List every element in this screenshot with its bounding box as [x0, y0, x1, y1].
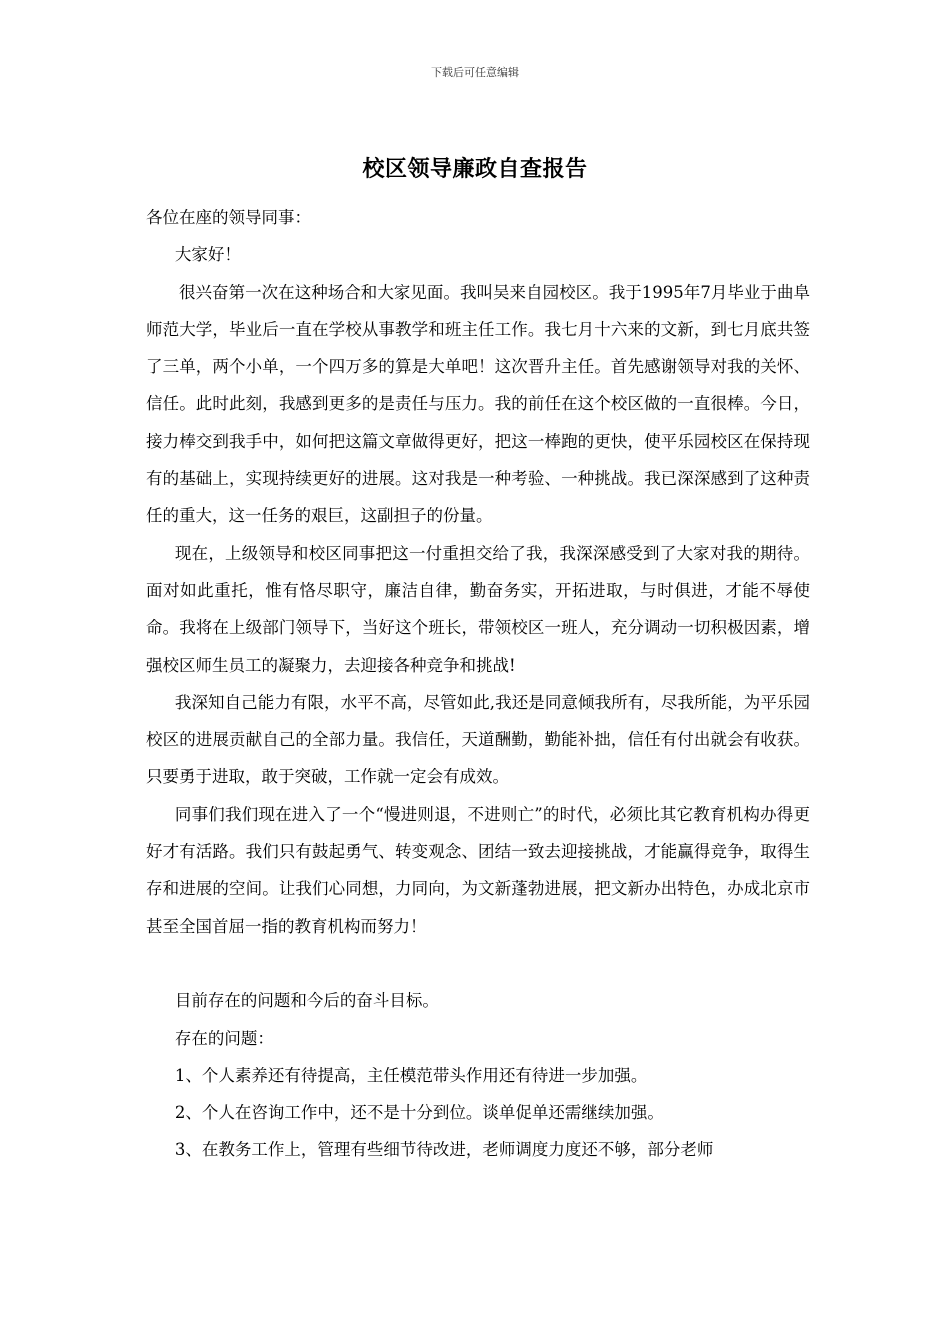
- body-paragraph-1: 很兴奋第一次在这种场合和大家见面。我叫吴来自园校区。我于1995年7月毕业于曲阜师范大学，毕业后一直在学校从事教学和班主任工作。我七月十六来的文新，到七月底共签了三单，两个小单，一个四万多的算是大单吧！这次晋升主任。首先感谢领导对我的关怀、信任。此时此刻，我感到更多的是责任与压力。我的前任在这个校区做的一直很棒。今日，接力棒交到我手中，如何把这篇文章做得更好，把这一棒跑的更快，使平乐园校区在保持现有的基础上，实现持续更好的进展。这对我是一种考验、一种挑战。我已深深感到了这种责任的重大，这一任务的艰巨，这副担子的份量。: [146, 282, 810, 526]
- problem-item-2: 2、个人在咨询工作中，还不是十分到位。谈单促单还需继续加强。: [174, 1103, 664, 1123]
- section-heading: 目前存在的问题和今后的奋斗目标。: [174, 991, 439, 1011]
- salutation: 各位在座的领导同事：: [146, 208, 311, 227]
- paragraph-spacer: [146, 945, 810, 982]
- page-header-note: 下载后可任意编辑: [431, 66, 519, 79]
- problem-item-1: 1、个人素养还有待提高，主任模范带头作用还有待进一步加强。: [174, 1065, 648, 1085]
- problem-item-3: 3、在教务工作上，管理有些细节待改进，老师调度力度还不够，部分老师: [174, 1140, 714, 1160]
- document-title: 校区领导廉政自查报告: [362, 156, 588, 182]
- body-paragraph-3: 我深知自己能力有限，水平不高，尽管如此,我还是同意倾我所有，尽我所能，为平乐园校区的进展贡献自己的全部力量。我信任，天道酬勤，勤能补拙，信任有付出就会有收获。只要勇于进取，敢于突破，工作就一定会有成效。: [146, 692, 810, 787]
- problems-heading: 存在的问题：: [174, 1028, 274, 1048]
- document-body: [146, 199, 810, 1169]
- greeting: 大家好！: [174, 245, 241, 265]
- body-paragraph-2: 现在，上级领导和校区同事把这一付重担交给了我，我深深感受到了大家对我的期待。面对如此重托，惟有恪尽职守，廉洁自律，勤奋务实，开拓进取，与时俱进，才能不辱使命。我将在上级部门领导下，当好这个班长，带领校区一班人，充分调动一切积极因素，增强校区师生员工的凝聚力，去迎接各种竞争和挑战!: [146, 543, 810, 675]
- body-paragraph-4: 同事们我们现在进入了一个“慢进则退，不进则亡”的时代，必须比其它教育机构办得更好才有活路。我们只有鼓起勇气、转变观念、团结一致去迎接挑战，才能赢得竞争，取得生存和进展的空间。让我们心同想，力同向，为文新蓬勃进展，把文新办出特色，办成北京市甚至全国首屈一指的教育机构而努力！: [146, 804, 810, 936]
